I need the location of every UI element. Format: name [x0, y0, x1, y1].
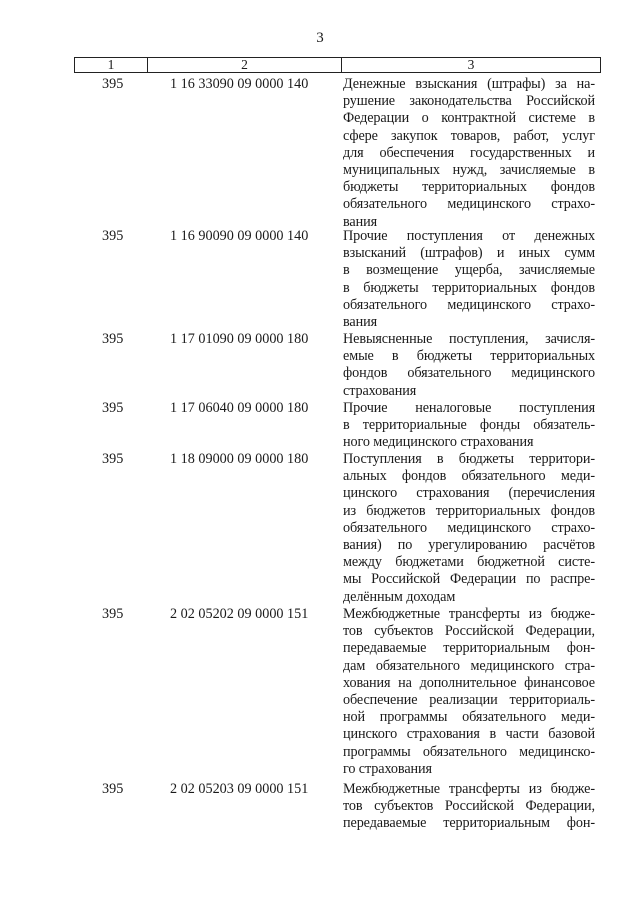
- revenue-description: [343, 228, 595, 331]
- description-line: вания: [343, 213, 378, 230]
- description-line: в бюджеты территориальных фондов: [343, 279, 595, 296]
- admin-code: 395: [102, 76, 124, 92]
- description-line: делённым доходам: [343, 588, 456, 605]
- description-line: Прочие поступления от денежных: [343, 228, 595, 244]
- description-line: цинского страхования (перечисления: [343, 485, 595, 502]
- description-line: обязательного медицинского страхо-: [343, 196, 595, 213]
- description-line: альных фондов обязательного меди-: [343, 468, 595, 485]
- description-line: Денежные взыскания (штрафы) за на-: [343, 76, 595, 92]
- description-line: сфере закупок товаров, работ, услуг: [343, 127, 595, 144]
- description-line: Федерации о контрактной системе в: [343, 110, 595, 127]
- admin-code: 395: [102, 400, 124, 416]
- budget-classification-code: 1 16 33090 09 0000 140: [170, 76, 309, 92]
- description-line: вания) по урегулированию расчётов: [343, 537, 595, 554]
- header-col-2: 2: [241, 57, 248, 72]
- description-line: программы обязательного медицинско-: [343, 743, 595, 760]
- description-line: ного медицинского страхования: [343, 434, 534, 451]
- description-line: емые в бюджеты территориальных: [343, 348, 595, 365]
- description-line: вания: [343, 314, 378, 331]
- description-line: рушение законодательства Российской: [343, 93, 595, 110]
- revenue-description: [343, 76, 595, 231]
- description-line: Невыясненные поступления, зачисля-: [343, 331, 595, 347]
- description-line: обязательного медицинского страхо-: [343, 519, 595, 536]
- description-line: го страхования: [343, 760, 432, 777]
- description-line: цинского страхования в части базовой: [343, 726, 595, 743]
- header-col-3: 3: [467, 57, 475, 72]
- description-line: из бюджетов территориальных фондов: [343, 502, 595, 519]
- admin-code: 395: [102, 781, 124, 797]
- page-number: 3: [316, 30, 324, 46]
- budget-classification-code: 1 18 09000 09 0000 180: [170, 451, 309, 467]
- description-line: обязательного медицинского страхо-: [343, 296, 595, 313]
- description-line: муниципальных нужд, зачисляемые в: [343, 162, 595, 179]
- admin-code: 395: [102, 451, 124, 467]
- budget-classification-code: 2 02 05202 09 0000 151: [170, 606, 309, 622]
- description-line: фондов обязательного медицинского: [343, 365, 595, 382]
- description-line: передаваемые территориальным фон-: [343, 815, 595, 832]
- revenue-description: [343, 781, 595, 833]
- description-line: в территориальные фонды обязатель-: [343, 417, 595, 434]
- description-line: хования на дополнительное финансовое: [343, 674, 595, 691]
- admin-code: 395: [102, 606, 124, 622]
- description-line: Поступления в бюджеты территори-: [343, 451, 595, 467]
- budget-classification-code: 1 16 90090 09 0000 140: [170, 228, 309, 244]
- description-line: для обеспечения государственных и: [343, 144, 595, 161]
- description-line: ной программы обязательного меди-: [343, 709, 595, 726]
- description-line: Межбюджетные трансферты из бюдже-: [343, 606, 595, 622]
- budget-classification-code: 1 17 01090 09 0000 180: [170, 331, 309, 347]
- budget-classification-code: 2 02 05203 09 0000 151: [170, 781, 309, 797]
- header-col-1: 1: [107, 57, 115, 72]
- description-line: между бюджетами бюджетной систе-: [343, 554, 595, 571]
- description-line: обеспечение реализации территориаль-: [343, 692, 595, 709]
- revenue-description: [343, 400, 595, 452]
- revenue-description: [343, 331, 595, 400]
- description-line: бюджеты территориальных фондов: [343, 179, 595, 196]
- description-line: в возмещение ущерба, зачисляемые: [343, 262, 595, 279]
- description-line: Межбюджетные трансферты из бюдже-: [343, 781, 595, 797]
- admin-code: 395: [102, 228, 124, 244]
- description-line: дам обязательного медицинского стра-: [343, 657, 595, 674]
- description-line: мы Российской Федерации по распре-: [343, 571, 595, 588]
- revenue-description: [343, 451, 595, 606]
- description-line: страхования: [343, 382, 417, 399]
- description-line: тов субъектов Российской Федерации,: [343, 798, 595, 815]
- description-line: Прочие неналоговые поступления: [343, 400, 595, 416]
- description-line: тов субъектов Российской Федерации,: [343, 623, 595, 640]
- revenue-description: [343, 606, 595, 778]
- description-line: передаваемые территориальным фон-: [343, 640, 595, 657]
- budget-classification-code: 1 17 06040 09 0000 180: [170, 400, 309, 416]
- description-line: взысканий (штрафов) и иных сумм: [343, 245, 595, 262]
- admin-code: 395: [102, 331, 124, 347]
